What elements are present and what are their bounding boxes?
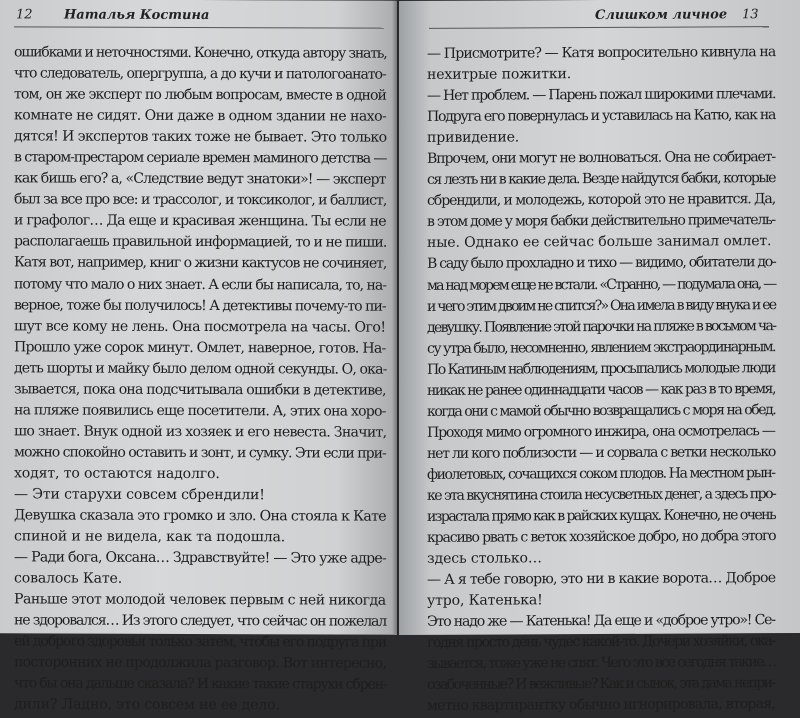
text-line: спиной и не видела, как та подошла.: [14, 528, 286, 546]
text-line: шут все кому не лень. Она посмотрела на часы. Ого!: [14, 317, 386, 336]
text-line: Впрочем, они могут не волноваться. Она не собирает-: [427, 149, 775, 168]
text-line: ходят, то остаются надолго.: [14, 465, 220, 483]
text-line: комнате не сидят. Они даже в одном здании не нахо-: [14, 107, 387, 125]
page-number: 12: [16, 7, 33, 23]
text-line: ошибками и неточностями. Конечно, откуда автору знать,: [14, 44, 387, 62]
text-line: и чего этим двоим не спится?» Она имела в виду внука и ее: [427, 296, 776, 315]
text-line: том, он же эксперт по любым вопросам, вместе в одной: [14, 86, 387, 104]
text-line: в старом-престаром сериале времен маминого детства —: [14, 149, 387, 167]
text-line: зывается, тоже уже не спят. Чего это все сегодня такие…: [427, 654, 776, 673]
text-line: что бы она дальше сказала? И какие такие старухи сбрен-: [14, 675, 387, 694]
text-line: располагаешь правильной информацией, то и не пиши.: [14, 233, 387, 252]
text-line: Прошло уже сорок минут. Омлет, наверное, готов. На-: [14, 339, 386, 357]
text-line: — Нет проблем. — Парень пожал широкими плечами.: [427, 86, 776, 104]
right-page: [399, 0, 800, 715]
text-line: — Присмотрите? — Катя вопросительно кивнула на: [427, 44, 776, 62]
text-line: В саду было прохладно и тихо — видимо, обитатели до-: [427, 254, 776, 273]
text-line: девушку. Появление этой парочки на пляже в восьмом ча-: [427, 317, 776, 336]
text-line: годня просто день чудес какой-то. Дочери хозяйки, ока-: [427, 633, 775, 652]
text-line: на пляже появились еще посетители. А, этих она хоро-: [14, 402, 386, 420]
header-rule: [429, 26, 769, 29]
text-line: Это надо же — Катенька! Да еще и «доброе утро»! Се-: [427, 612, 775, 631]
text-line: — А я тебе говорю, это ни в какие ворота… Доброе: [427, 570, 776, 589]
text-line: можно спокойно оставить и зонт, и сумку. Эти если при-: [14, 444, 386, 462]
text-line: дили? Ладно, это совсем не ее дело.: [14, 696, 280, 714]
text-line: в этом доме у моря бабки действительно примечатель-: [427, 212, 775, 231]
text-line: деть шорты и майку было делом одной секунды. О, ока-: [14, 360, 387, 378]
running-head: Наталья Костина: [64, 7, 210, 24]
text-line: здесь столько…: [427, 550, 542, 568]
text-line: утро, Катенька!: [427, 592, 543, 610]
text-line: ные. Однако ее сейчас больше занимал омлет.: [427, 233, 772, 252]
text-line: и графолог… Да еще и красивая женщина. Ты если не: [14, 212, 386, 231]
text-line: Девушка сказала это громко и зло. Она стояла к Кате: [14, 507, 386, 525]
text-line: израстала прямо как в райских кущах. Конечно, не очень: [427, 507, 776, 525]
text-line: Катя вот, например, книг о жизни кактусов не сочиняет,: [14, 254, 387, 273]
text-line: ке эта вкуснятина стоила несусветных денег, а здесь про-: [427, 486, 776, 504]
text-line: су утра было, несомненно, явлением экстраординарным.: [427, 338, 775, 357]
left-page: [0, 0, 397, 714]
text-line: нехитрые пожитки.: [427, 66, 572, 83]
text-line: метно квартирантку обычно игнорировала, вторая,: [427, 696, 776, 715]
body-text: [427, 42, 775, 717]
text-line: нет ли кого поблизости — и сорвала с ветки несколько: [427, 443, 776, 462]
text-line: посторонних не продолжила разговор. Вот интересно,: [14, 654, 387, 673]
text-line: Раньше этот молодой человек первым с ней никогда: [14, 591, 386, 609]
page-number: 13: [742, 7, 759, 23]
text-line: привидение.: [427, 129, 520, 147]
text-line: — Эти старухи совсем сбрендили!: [14, 486, 265, 504]
text-line: ма над морем еще не встали. «Странно, — подумала она, —: [427, 275, 776, 294]
text-line: красиво рвать с веток хозяйское добро, но добра этого: [427, 528, 776, 546]
text-line: сбрендили, и молодежь, которой это не нравится. Да,: [427, 191, 776, 210]
text-line: фиолетовых, сочащихся соком плодов. На местном рын-: [427, 465, 775, 483]
text-line: не здоровался… Из этого следует, что сейчас он пожелал: [14, 612, 387, 630]
text-line: верное, тоже бы получилось! А детективы почему-то пи-: [14, 296, 386, 315]
text-line: По Катиным наблюдениям, просыпались молодые люди: [427, 359, 775, 378]
running-head: Слишком личное: [595, 7, 728, 24]
text-line: — Ради бога, Оксана… Здравствуйте! — Это уже адре-: [14, 549, 387, 567]
text-line: никак не ранее одиннадцати часов — как раз в то время,: [427, 380, 775, 399]
text-line: был за все про все: и трассолог, и токсиколог, и баллист,: [14, 191, 387, 209]
text-line: шо знает. Внук одной из хозяек и его невеста. Значит,: [14, 423, 387, 441]
text-line: что следователь, опергруппа, а до кучи и патологоанато-: [14, 65, 386, 83]
text-line: ей доброго здоровья только затем, чтобы его подруга при: [14, 633, 387, 651]
header-rule: [14, 26, 384, 28]
text-line: потому что мало о них знает. А если бы написала, то, на-: [14, 275, 387, 294]
text-line: озабоченные? И вежливые? Как и сынок, эта дама непри-: [427, 675, 775, 694]
text-line: ся лезть ни в какие дела. Везде найдутся бабки, которые: [427, 170, 775, 189]
text-line: когда они с мамой обычно возвращались с моря на обед.: [427, 401, 776, 420]
text-line: совалось Кате.: [14, 570, 123, 587]
text-line: дятся! И экспертов таких тоже не бывает. Это только: [14, 128, 387, 146]
body-text: [14, 42, 386, 717]
text-line: Подруга его повернулась и уставилась на Катю, как на: [427, 107, 776, 126]
text-line: как бишь его? а, «Следствие ведут знатоки»! — эксперт: [14, 170, 386, 188]
text-line: Проходя мимо огромного инжира, она осмотрелась —: [427, 422, 775, 441]
text-line: зывается, пока она подсчитывала ошибки в детективе,: [14, 381, 386, 399]
